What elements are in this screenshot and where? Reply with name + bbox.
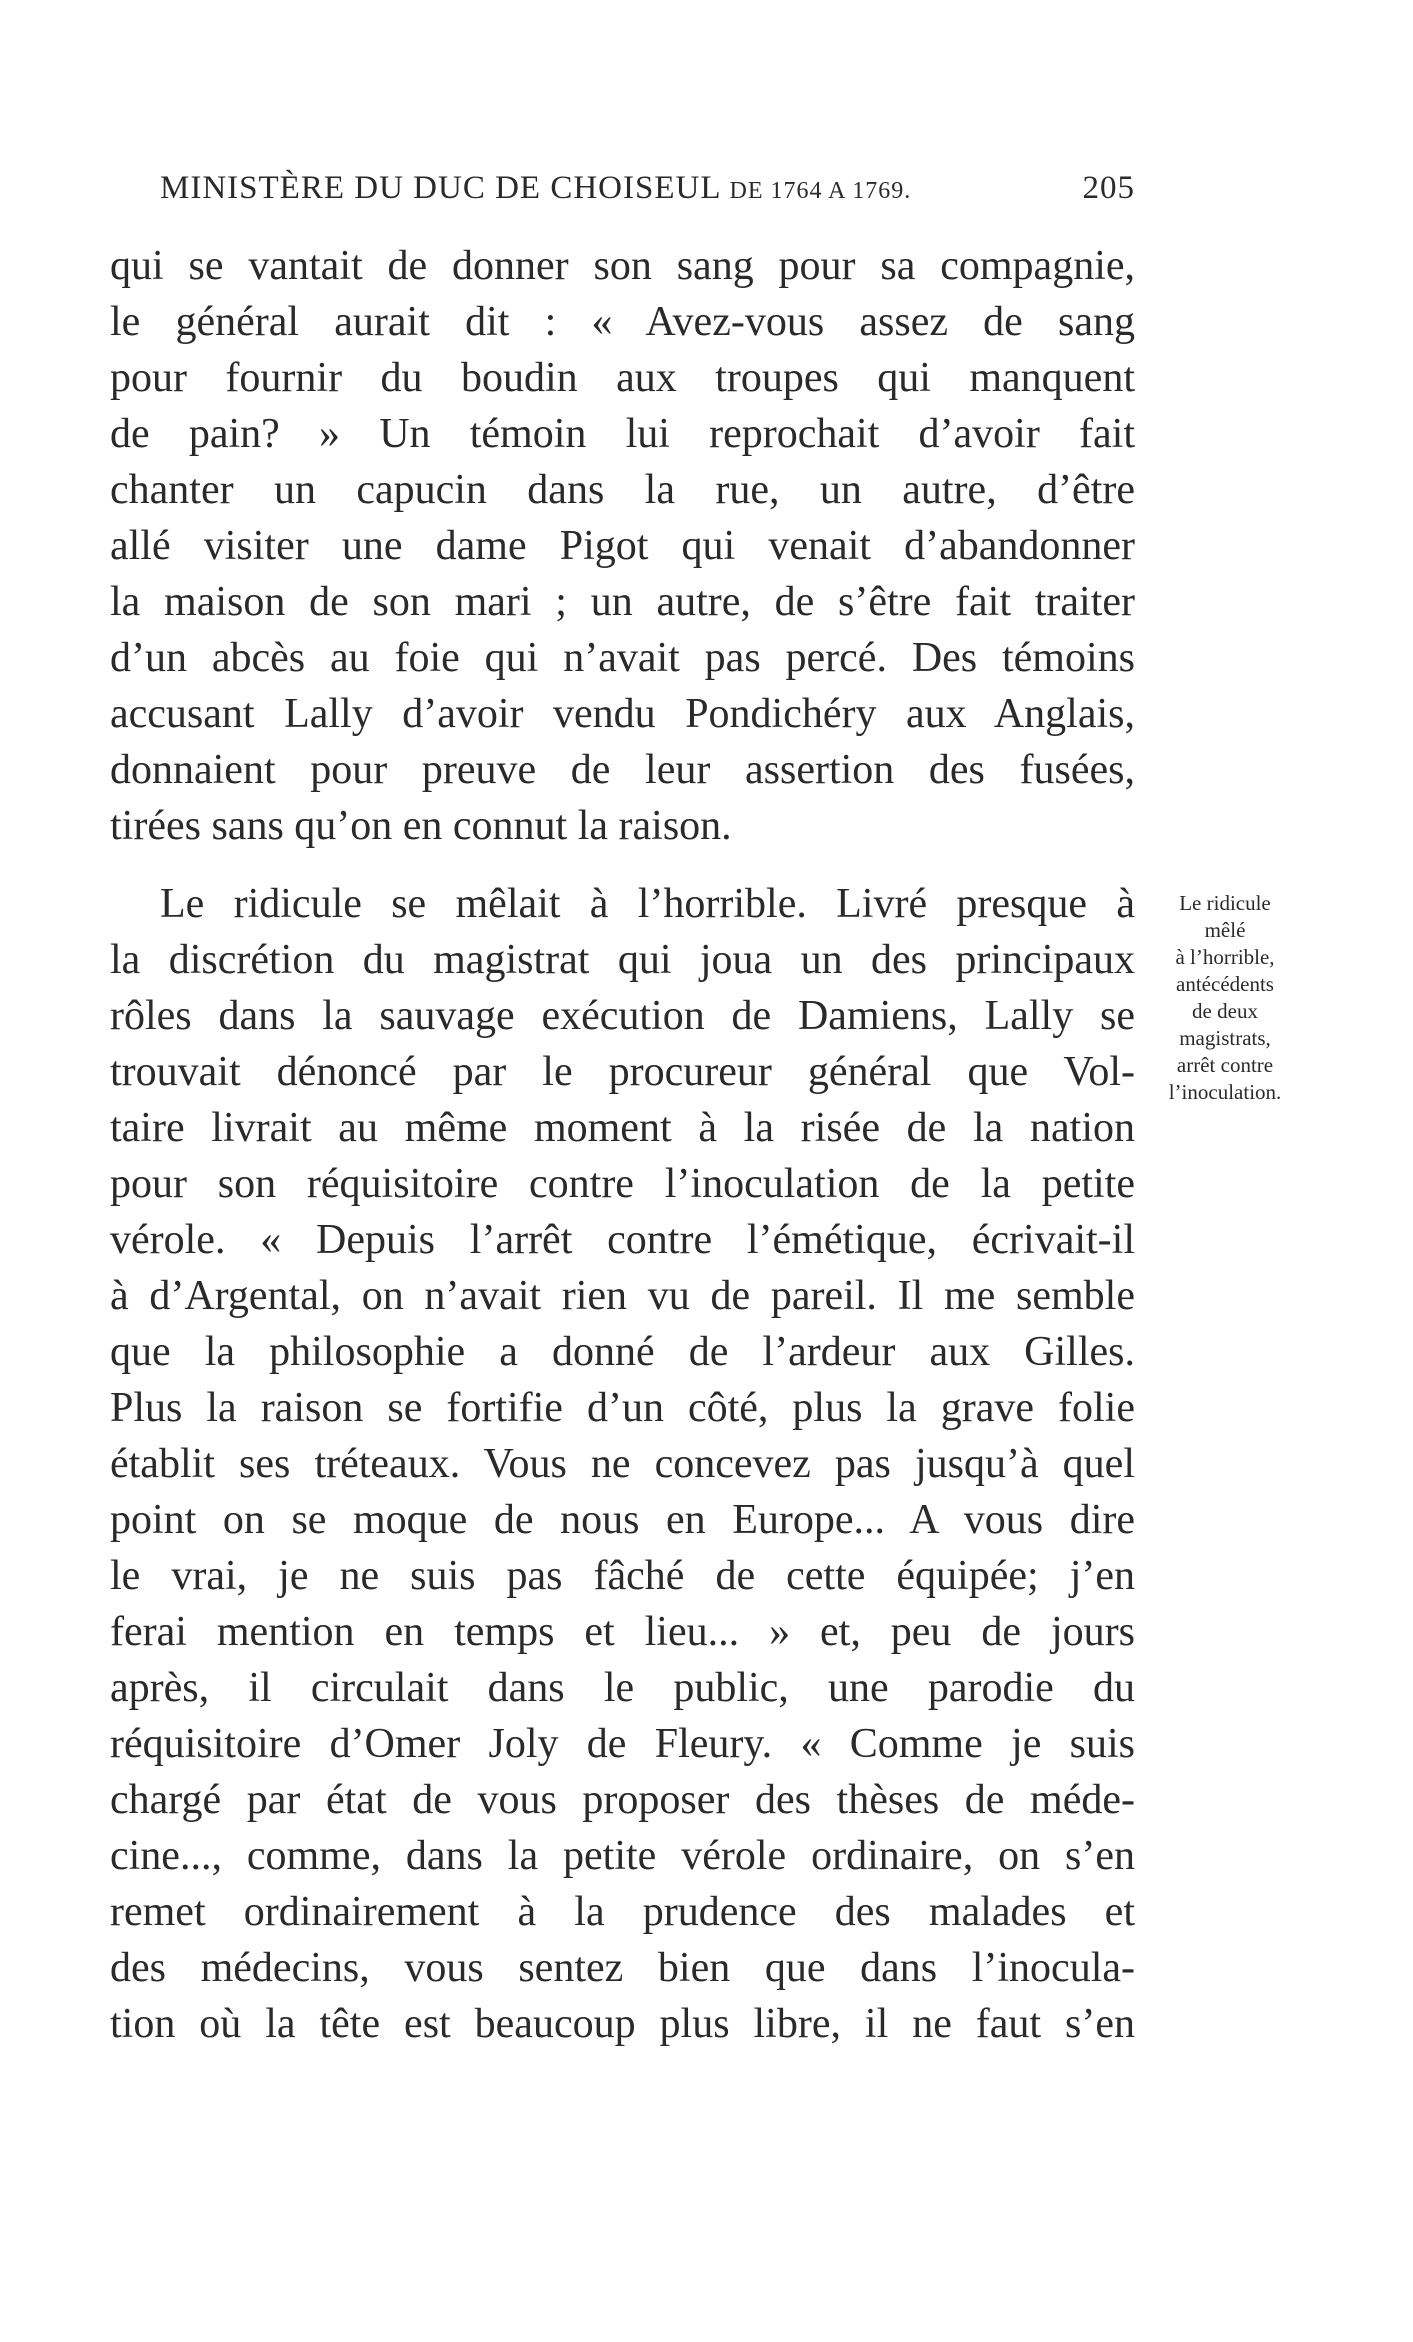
text-line: ferai mention en temps et lieu... » et, peu de jours bbox=[110, 1609, 1135, 1655]
text-line: pour son réquisitoire contre l’inoculation de la petite bbox=[110, 1161, 1135, 1207]
margin-note-line: arrêt contre bbox=[1176, 1053, 1274, 1077]
page-number: 205 bbox=[1082, 170, 1135, 206]
text-line: Plus la raison se fortifie d’un côté, plus la grave folie bbox=[110, 1385, 1135, 1431]
text-line: le vrai, je ne suis pas fâché de cette équipée; j’en bbox=[110, 1553, 1135, 1599]
text-line: le général aurait dit : « Avez-vous assez de sang bbox=[110, 299, 1135, 345]
text-line: trouvait dénoncé par le procureur général que Vol- bbox=[110, 1049, 1135, 1095]
margin-note-line: l’inoculation. bbox=[1168, 1080, 1282, 1104]
margin-note-line: à l’horrible, bbox=[1175, 945, 1275, 969]
margin-note-line: magistrats, bbox=[1179, 1026, 1271, 1050]
text-line: à d’Argental, on n’avait rien vu de pareil. Il me semble bbox=[110, 1273, 1135, 1319]
text-line: qui se vantait de donner son sang pour sa compagnie, bbox=[110, 243, 1135, 289]
text-line: d’un abcès au foie qui n’avait pas percé. Des témoins bbox=[110, 635, 1135, 681]
text-line: tion où la tête est beaucoup plus libre, il ne faut s’en bbox=[110, 2001, 1135, 2047]
text-line: la discrétion du magistrat qui joua un des principaux bbox=[110, 937, 1135, 983]
margin-note-line: mêlé bbox=[1204, 918, 1246, 942]
text-line: rôles dans la sauvage exécution de Damiens, Lally se bbox=[110, 993, 1135, 1039]
text-line: établit ses tréteaux. Vous ne concevez pas jusqu’à quel bbox=[110, 1441, 1135, 1487]
text-line: chargé par état de vous proposer des thèses de méde- bbox=[110, 1777, 1135, 1823]
header-title bbox=[160, 170, 911, 207]
text-line: après, il circulait dans le public, une parodie du bbox=[110, 1665, 1135, 1711]
text-line: pour fournir du boudin aux troupes qui manquent bbox=[110, 355, 1135, 401]
text-line: chanter un capucin dans la rue, un autre, d’être bbox=[110, 467, 1135, 513]
margin-note-line: Le ridicule bbox=[1179, 891, 1271, 915]
text-line: que la philosophie a donné de l’ardeur aux Gilles. bbox=[110, 1329, 1135, 1375]
text-line: taire livrait au même moment à la risée de la nation bbox=[110, 1105, 1135, 1151]
text-line: Le ridicule se mêlait à l’horrible. Livré presque à bbox=[160, 881, 1135, 927]
text-line: donnaient pour preuve de leur assertion des fusées, bbox=[110, 747, 1135, 793]
text-line: allé visiter une dame Pigot qui venait d’abandonner bbox=[110, 523, 1135, 569]
text-line: vérole. « Depuis l’arrêt contre l’émétique, écrivait-il bbox=[110, 1217, 1135, 1263]
margin-note-line: antécédents bbox=[1176, 972, 1274, 996]
running-header bbox=[160, 170, 1135, 220]
text-line: cine..., comme, dans la petite vérole ordinaire, on s’en bbox=[110, 1833, 1135, 1879]
text-line: accusant Lally d’avoir vendu Pondichéry aux Anglais, bbox=[110, 691, 1135, 737]
text-line: des médecins, vous sentez bien que dans l’inocula- bbox=[110, 1945, 1135, 1991]
header-dates: DE 1764 A 1769. bbox=[729, 178, 912, 204]
text-line: tirées sans qu’on en connut la raison. bbox=[110, 803, 732, 849]
text-line: la maison de son mari ; un autre, de s’être fait traiter bbox=[110, 579, 1135, 625]
margin-note-line: de deux bbox=[1192, 999, 1258, 1023]
text-line: réquisitoire d’Omer Joly de Fleury. « Comme je suis bbox=[110, 1721, 1135, 1767]
text-line: de pain? » Un témoin lui reprochait d’avoir fait bbox=[110, 411, 1135, 457]
text-line: point on se moque de nous en Europe... A vous dire bbox=[110, 1497, 1135, 1543]
text-line: remet ordinairement à la prudence des malades et bbox=[110, 1889, 1135, 1935]
header-title-text: MINISTÈRE DU DUC DE CHOISEUL bbox=[160, 170, 721, 206]
margin-note bbox=[1140, 890, 1310, 1106]
